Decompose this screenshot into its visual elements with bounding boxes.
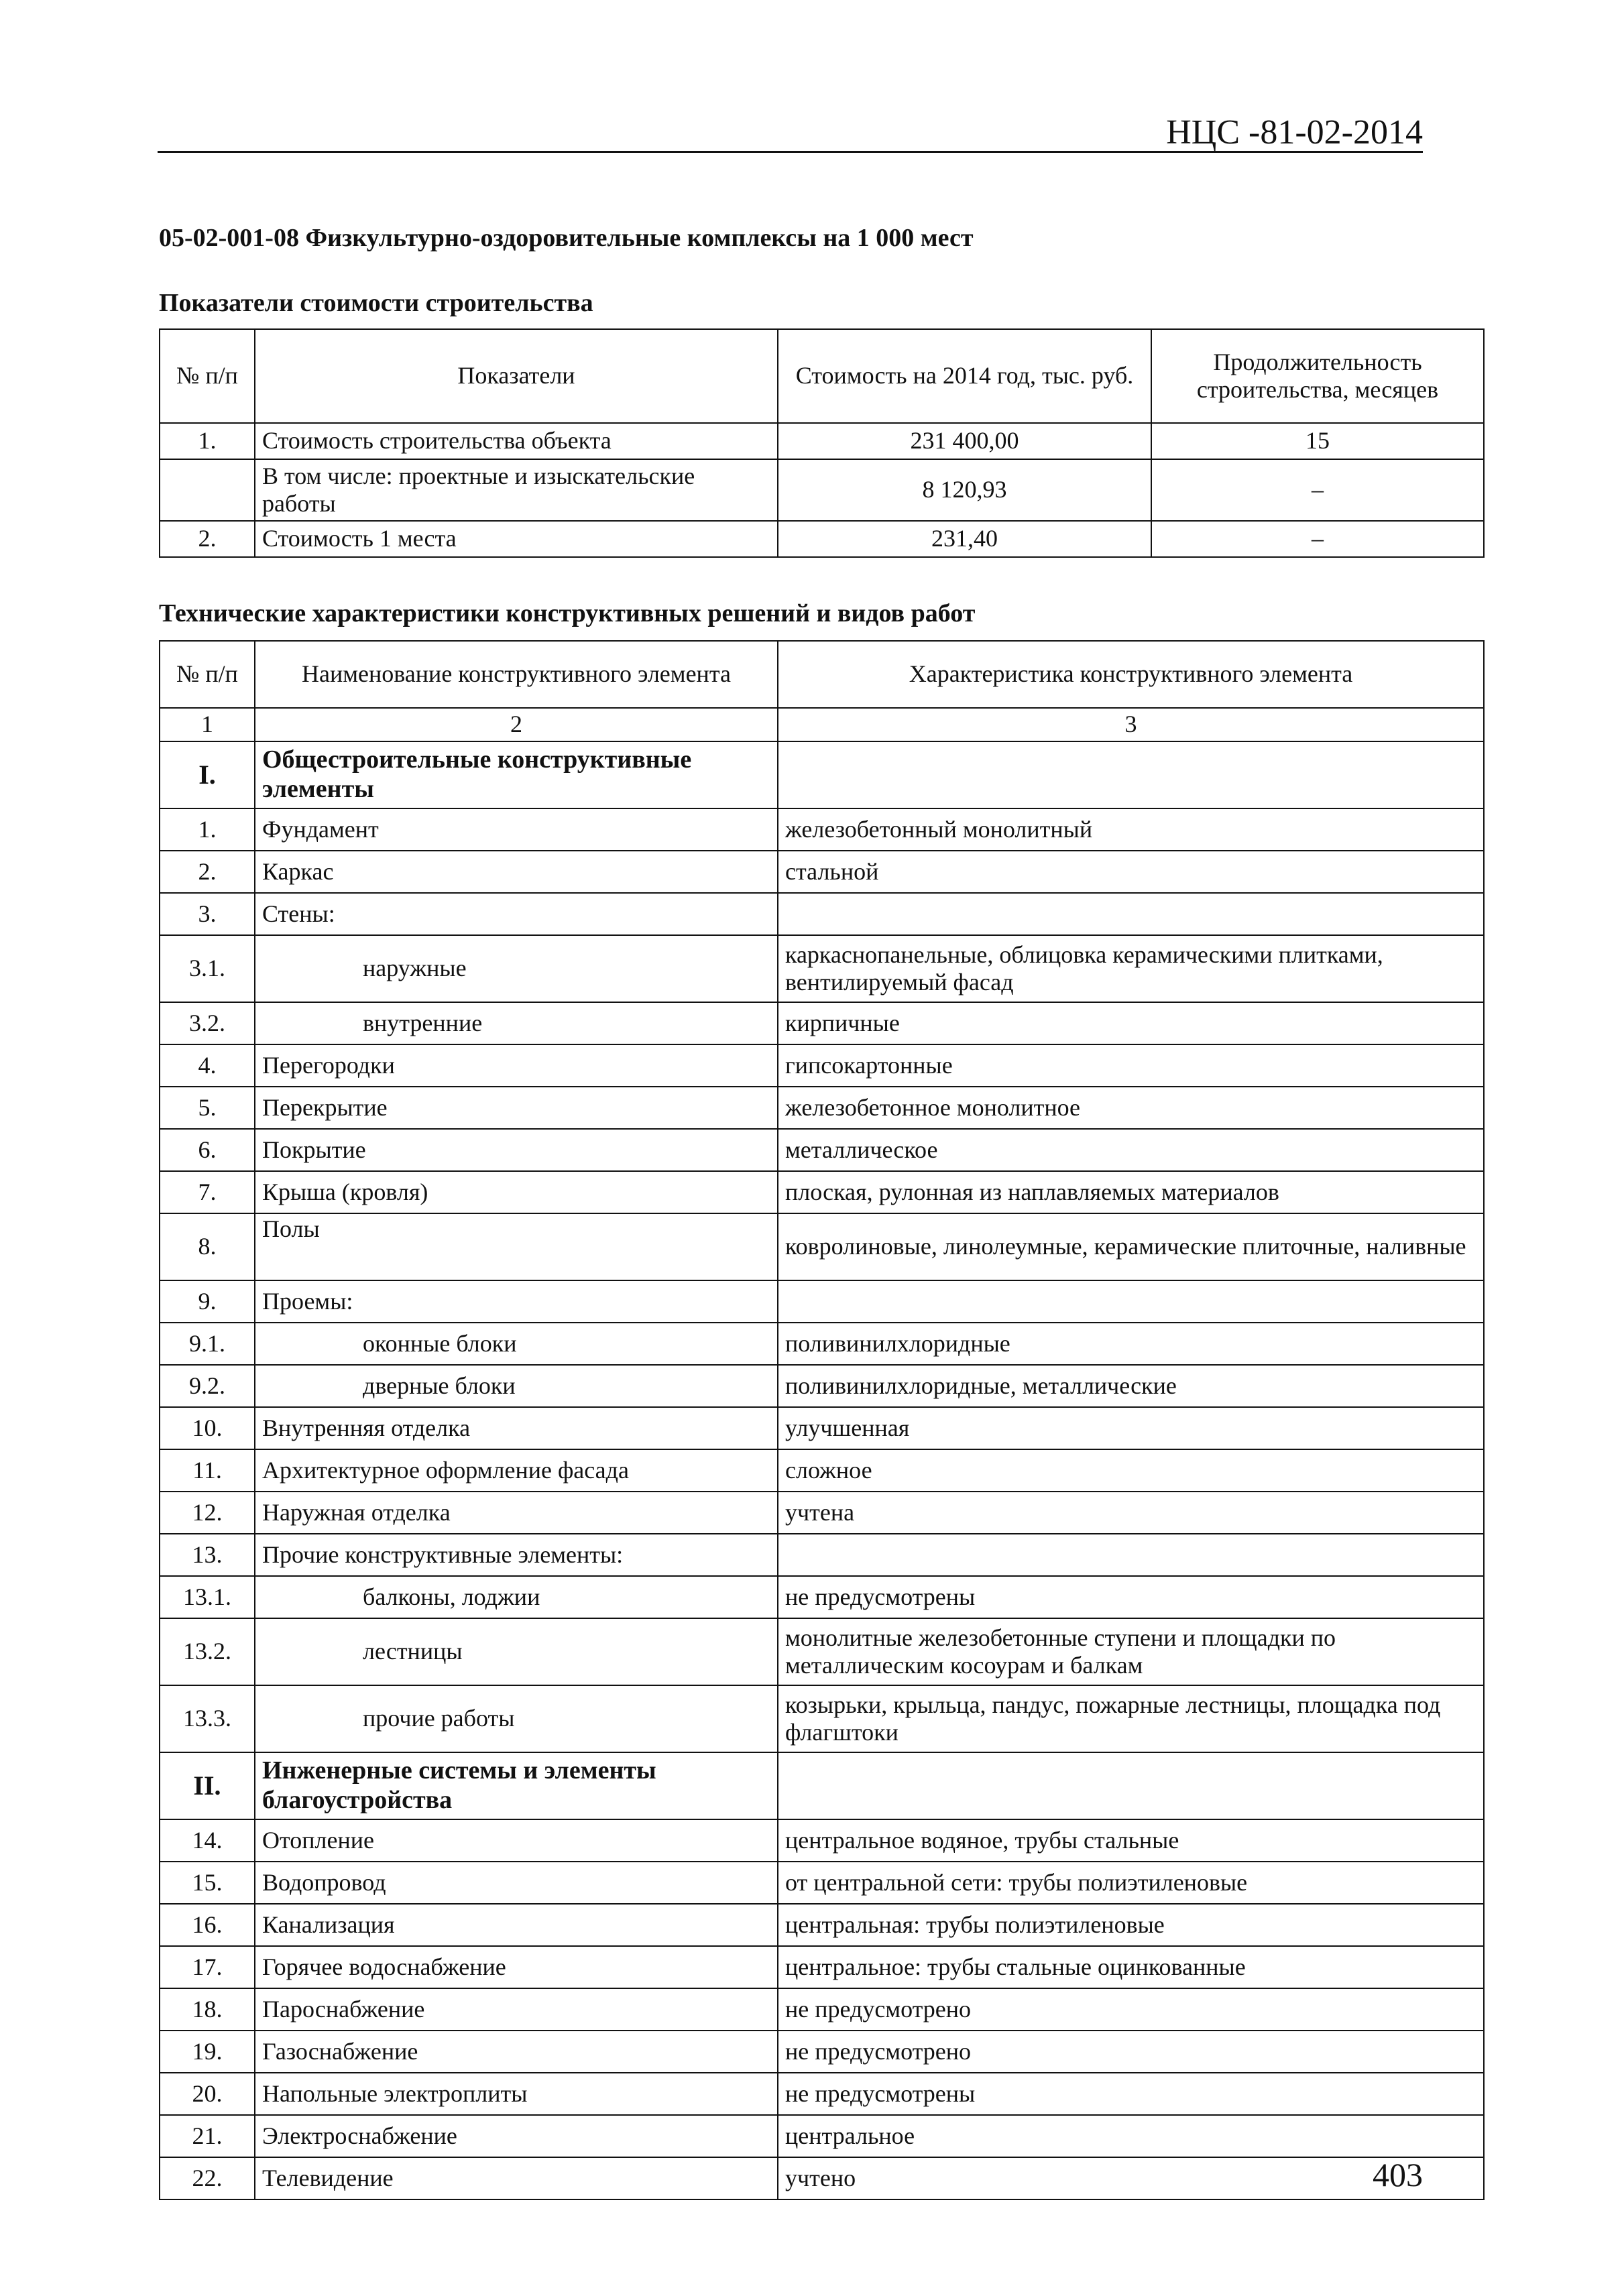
cost-row-duration: 15 — [1151, 423, 1484, 459]
row-number: 13.1. — [160, 1576, 255, 1618]
row-number: 17. — [160, 1946, 255, 1988]
element-characteristic: каркаснопанельные, облицовка керамическими плитками, вентилируемый фасад — [778, 935, 1484, 1002]
cost-row-name: Стоимость 1 места — [255, 521, 778, 557]
table-row — [160, 935, 1484, 1002]
table-row — [160, 1280, 1484, 1323]
row-number: 11. — [160, 1449, 255, 1492]
element-characteristic: не предусмотрено — [778, 2031, 1484, 2073]
table-row — [160, 2073, 1484, 2115]
column-number: 3 — [778, 708, 1484, 741]
element-characteristic: центральное — [778, 2115, 1484, 2157]
element-characteristic: улучшенная — [778, 1407, 1484, 1449]
element-name: Каркас — [255, 851, 778, 893]
cost-header-cost: Стоимость на 2014 год, тыс. руб. — [778, 329, 1151, 423]
element-characteristic: железобетонный монолитный — [778, 808, 1484, 851]
tech-header-desc: Характеристика конструктивного элемента — [778, 641, 1484, 708]
element-name: Прочие конструктивные элементы: — [255, 1534, 778, 1576]
element-name: Перекрытие — [255, 1087, 778, 1129]
row-number: 13.2. — [160, 1618, 255, 1685]
element-name: Полы — [255, 1213, 778, 1280]
table-row — [160, 1988, 1484, 2031]
cost-row — [160, 521, 1484, 557]
row-number: 8. — [160, 1213, 255, 1280]
element-name: Проемы: — [255, 1280, 778, 1323]
row-number: 13. — [160, 1534, 255, 1576]
table-row — [160, 1002, 1484, 1044]
element-name: Отопление — [255, 1819, 778, 1862]
element-name: Архитектурное оформление фасада — [255, 1449, 778, 1492]
table-row — [160, 1618, 1484, 1685]
cost-row-cost: 231 400,00 — [778, 423, 1151, 459]
table-row — [160, 1044, 1484, 1087]
row-number: 1. — [160, 808, 255, 851]
row-number: 9.1. — [160, 1323, 255, 1365]
table-row — [160, 1087, 1484, 1129]
element-name: Перегородки — [255, 1044, 778, 1087]
element-name: Внутренняя отделка — [255, 1407, 778, 1449]
cost-row-duration: – — [1151, 521, 1484, 557]
row-number: 13.3. — [160, 1685, 255, 1752]
row-number: 20. — [160, 2073, 255, 2115]
row-number: 6. — [160, 1129, 255, 1171]
element-name: Фундамент — [255, 808, 778, 851]
element-name: Горячее водоснабжение — [255, 1946, 778, 1988]
element-characteristic: центральное водяное, трубы стальные — [778, 1819, 1484, 1862]
element-name: наружные — [255, 935, 778, 1002]
element-name: прочие работы — [255, 1685, 778, 1752]
row-number: 21. — [160, 2115, 255, 2157]
page-number: 403 — [1373, 2156, 1423, 2193]
table-row — [160, 1946, 1484, 1988]
element-characteristic: плоская, рулонная из наплавляемых материалов — [778, 1171, 1484, 1213]
cost-row-num — [160, 459, 255, 521]
element-characteristic: поливинилхлоридные, металлические — [778, 1365, 1484, 1407]
document-code: НЦС -81-02-2014 — [1166, 113, 1423, 152]
row-number: 3.2. — [160, 1002, 255, 1044]
table-row — [160, 851, 1484, 893]
table-row — [160, 1449, 1484, 1492]
element-name: Стены: — [255, 893, 778, 935]
element-name: внутренние — [255, 1002, 778, 1044]
element-name: Газоснабжение — [255, 2031, 778, 2073]
element-characteristic: кирпичные — [778, 1002, 1484, 1044]
element-name: Инженерные системы и элементы благоустройства — [255, 1752, 778, 1819]
cost-row-cost: 8 120,93 — [778, 459, 1151, 521]
table-row — [160, 1752, 1484, 1819]
element-characteristic: не предусмотрено — [778, 1988, 1484, 2031]
row-number: 5. — [160, 1087, 255, 1129]
element-name: дверные блоки — [255, 1365, 778, 1407]
element-name: Электроснабжение — [255, 2115, 778, 2157]
element-characteristic: не предусмотрены — [778, 2073, 1484, 2115]
table-row — [160, 1213, 1484, 1280]
row-number: 2. — [160, 851, 255, 893]
cost-header-name: Показатели — [255, 329, 778, 423]
cost-header-duration: Продолжительность строительства, месяцев — [1151, 329, 1484, 423]
tech-section-title: Технические характеристики конструктивных решений и видов работ — [159, 599, 976, 627]
element-characteristic — [778, 1280, 1484, 1323]
header-rule — [158, 151, 1423, 153]
element-characteristic — [778, 1752, 1484, 1819]
element-characteristic: металлическое — [778, 1129, 1484, 1171]
row-number: 3. — [160, 893, 255, 935]
cost-row-name: Стоимость строительства объекта — [255, 423, 778, 459]
column-number: 2 — [255, 708, 778, 741]
cost-section-title: Показатели стоимости строительства — [159, 289, 593, 317]
tech-header-num: № п/п — [160, 641, 255, 708]
element-characteristic: центральное: трубы стальные оцинкованные — [778, 1946, 1484, 1988]
element-characteristic: козырьки, крыльца, пандус, пожарные лестницы, площадка под флагштоки — [778, 1685, 1484, 1752]
tech-header-name: Наименование конструктивного элемента — [255, 641, 778, 708]
table-row — [160, 1534, 1484, 1576]
element-name: Наружная отделка — [255, 1492, 778, 1534]
cost-row-duration: – — [1151, 459, 1484, 521]
table-row — [160, 1685, 1484, 1752]
element-characteristic: железобетонное монолитное — [778, 1087, 1484, 1129]
row-number: 4. — [160, 1044, 255, 1087]
element-name: балконы, лоджии — [255, 1576, 778, 1618]
table-row — [160, 2157, 1484, 2199]
row-number: 9. — [160, 1280, 255, 1323]
table-row — [160, 2031, 1484, 2073]
row-number: 15. — [160, 1862, 255, 1904]
table-row — [160, 1365, 1484, 1407]
element-name: Телевидение — [255, 2157, 778, 2199]
element-name: оконные блоки — [255, 1323, 778, 1365]
cost-row — [160, 459, 1484, 521]
element-characteristic: сложное — [778, 1449, 1484, 1492]
table-row — [160, 741, 1484, 808]
element-characteristic — [778, 741, 1484, 808]
column-number-row — [160, 708, 1484, 741]
row-number: 7. — [160, 1171, 255, 1213]
element-characteristic: ковролиновые, линолеумные, керамические плиточные, наливные — [778, 1213, 1484, 1280]
table-row — [160, 1819, 1484, 1862]
row-number: 22. — [160, 2157, 255, 2199]
element-name: Напольные электроплиты — [255, 2073, 778, 2115]
cost-header-num: № п/п — [160, 329, 255, 423]
element-characteristic: гипсокартонные — [778, 1044, 1484, 1087]
row-number: 19. — [160, 2031, 255, 2073]
element-characteristic: не предусмотрены — [778, 1576, 1484, 1618]
element-characteristic: учтена — [778, 1492, 1484, 1534]
row-number: 9.2. — [160, 1365, 255, 1407]
row-number: I. — [160, 741, 255, 808]
tech-table — [159, 640, 1485, 2200]
element-name: Водопровод — [255, 1862, 778, 1904]
table-row — [160, 1407, 1484, 1449]
cost-row — [160, 423, 1484, 459]
element-name: Канализация — [255, 1904, 778, 1946]
element-name: лестницы — [255, 1618, 778, 1685]
column-number: 1 — [160, 708, 255, 741]
table-row — [160, 1862, 1484, 1904]
cost-table — [159, 328, 1485, 558]
table-row — [160, 1904, 1484, 1946]
row-number: 18. — [160, 1988, 255, 2031]
table-row — [160, 893, 1484, 935]
table-row — [160, 1576, 1484, 1618]
table-row — [160, 1171, 1484, 1213]
cost-row-name: В том числе: проектные и изыскательские работы — [255, 459, 778, 521]
element-characteristic — [778, 1534, 1484, 1576]
row-number: 12. — [160, 1492, 255, 1534]
element-name: Крыша (кровля) — [255, 1171, 778, 1213]
element-name: Общестроительные конструктивные элементы — [255, 741, 778, 808]
element-characteristic: поливинилхлоридные — [778, 1323, 1484, 1365]
table-row — [160, 1323, 1484, 1365]
table-row — [160, 1129, 1484, 1171]
row-number: 10. — [160, 1407, 255, 1449]
row-number: 14. — [160, 1819, 255, 1862]
table-row — [160, 2115, 1484, 2157]
element-characteristic: монолитные железобетонные ступени и площадки по металлическим косоурам и балкам — [778, 1618, 1484, 1685]
cost-row-num: 1. — [160, 423, 255, 459]
element-name: Пароснабжение — [255, 1988, 778, 2031]
element-characteristic — [778, 893, 1484, 935]
element-characteristic: центральная: трубы полиэтиленовые — [778, 1904, 1484, 1946]
document-title: 05-02-001-08 Физкультурно-оздоровительные комплексы на 1 000 мест — [159, 224, 974, 252]
cost-row-num: 2. — [160, 521, 255, 557]
table-row — [160, 1492, 1484, 1534]
cost-row-cost: 231,40 — [778, 521, 1151, 557]
row-number: II. — [160, 1752, 255, 1819]
element-name: Покрытие — [255, 1129, 778, 1171]
element-characteristic: стальной — [778, 851, 1484, 893]
element-characteristic: от центральной сети: трубы полиэтиленовые — [778, 1862, 1484, 1904]
row-number: 3.1. — [160, 935, 255, 1002]
element-characteristic: учтено — [778, 2157, 1484, 2199]
row-number: 16. — [160, 1904, 255, 1946]
table-row — [160, 808, 1484, 851]
